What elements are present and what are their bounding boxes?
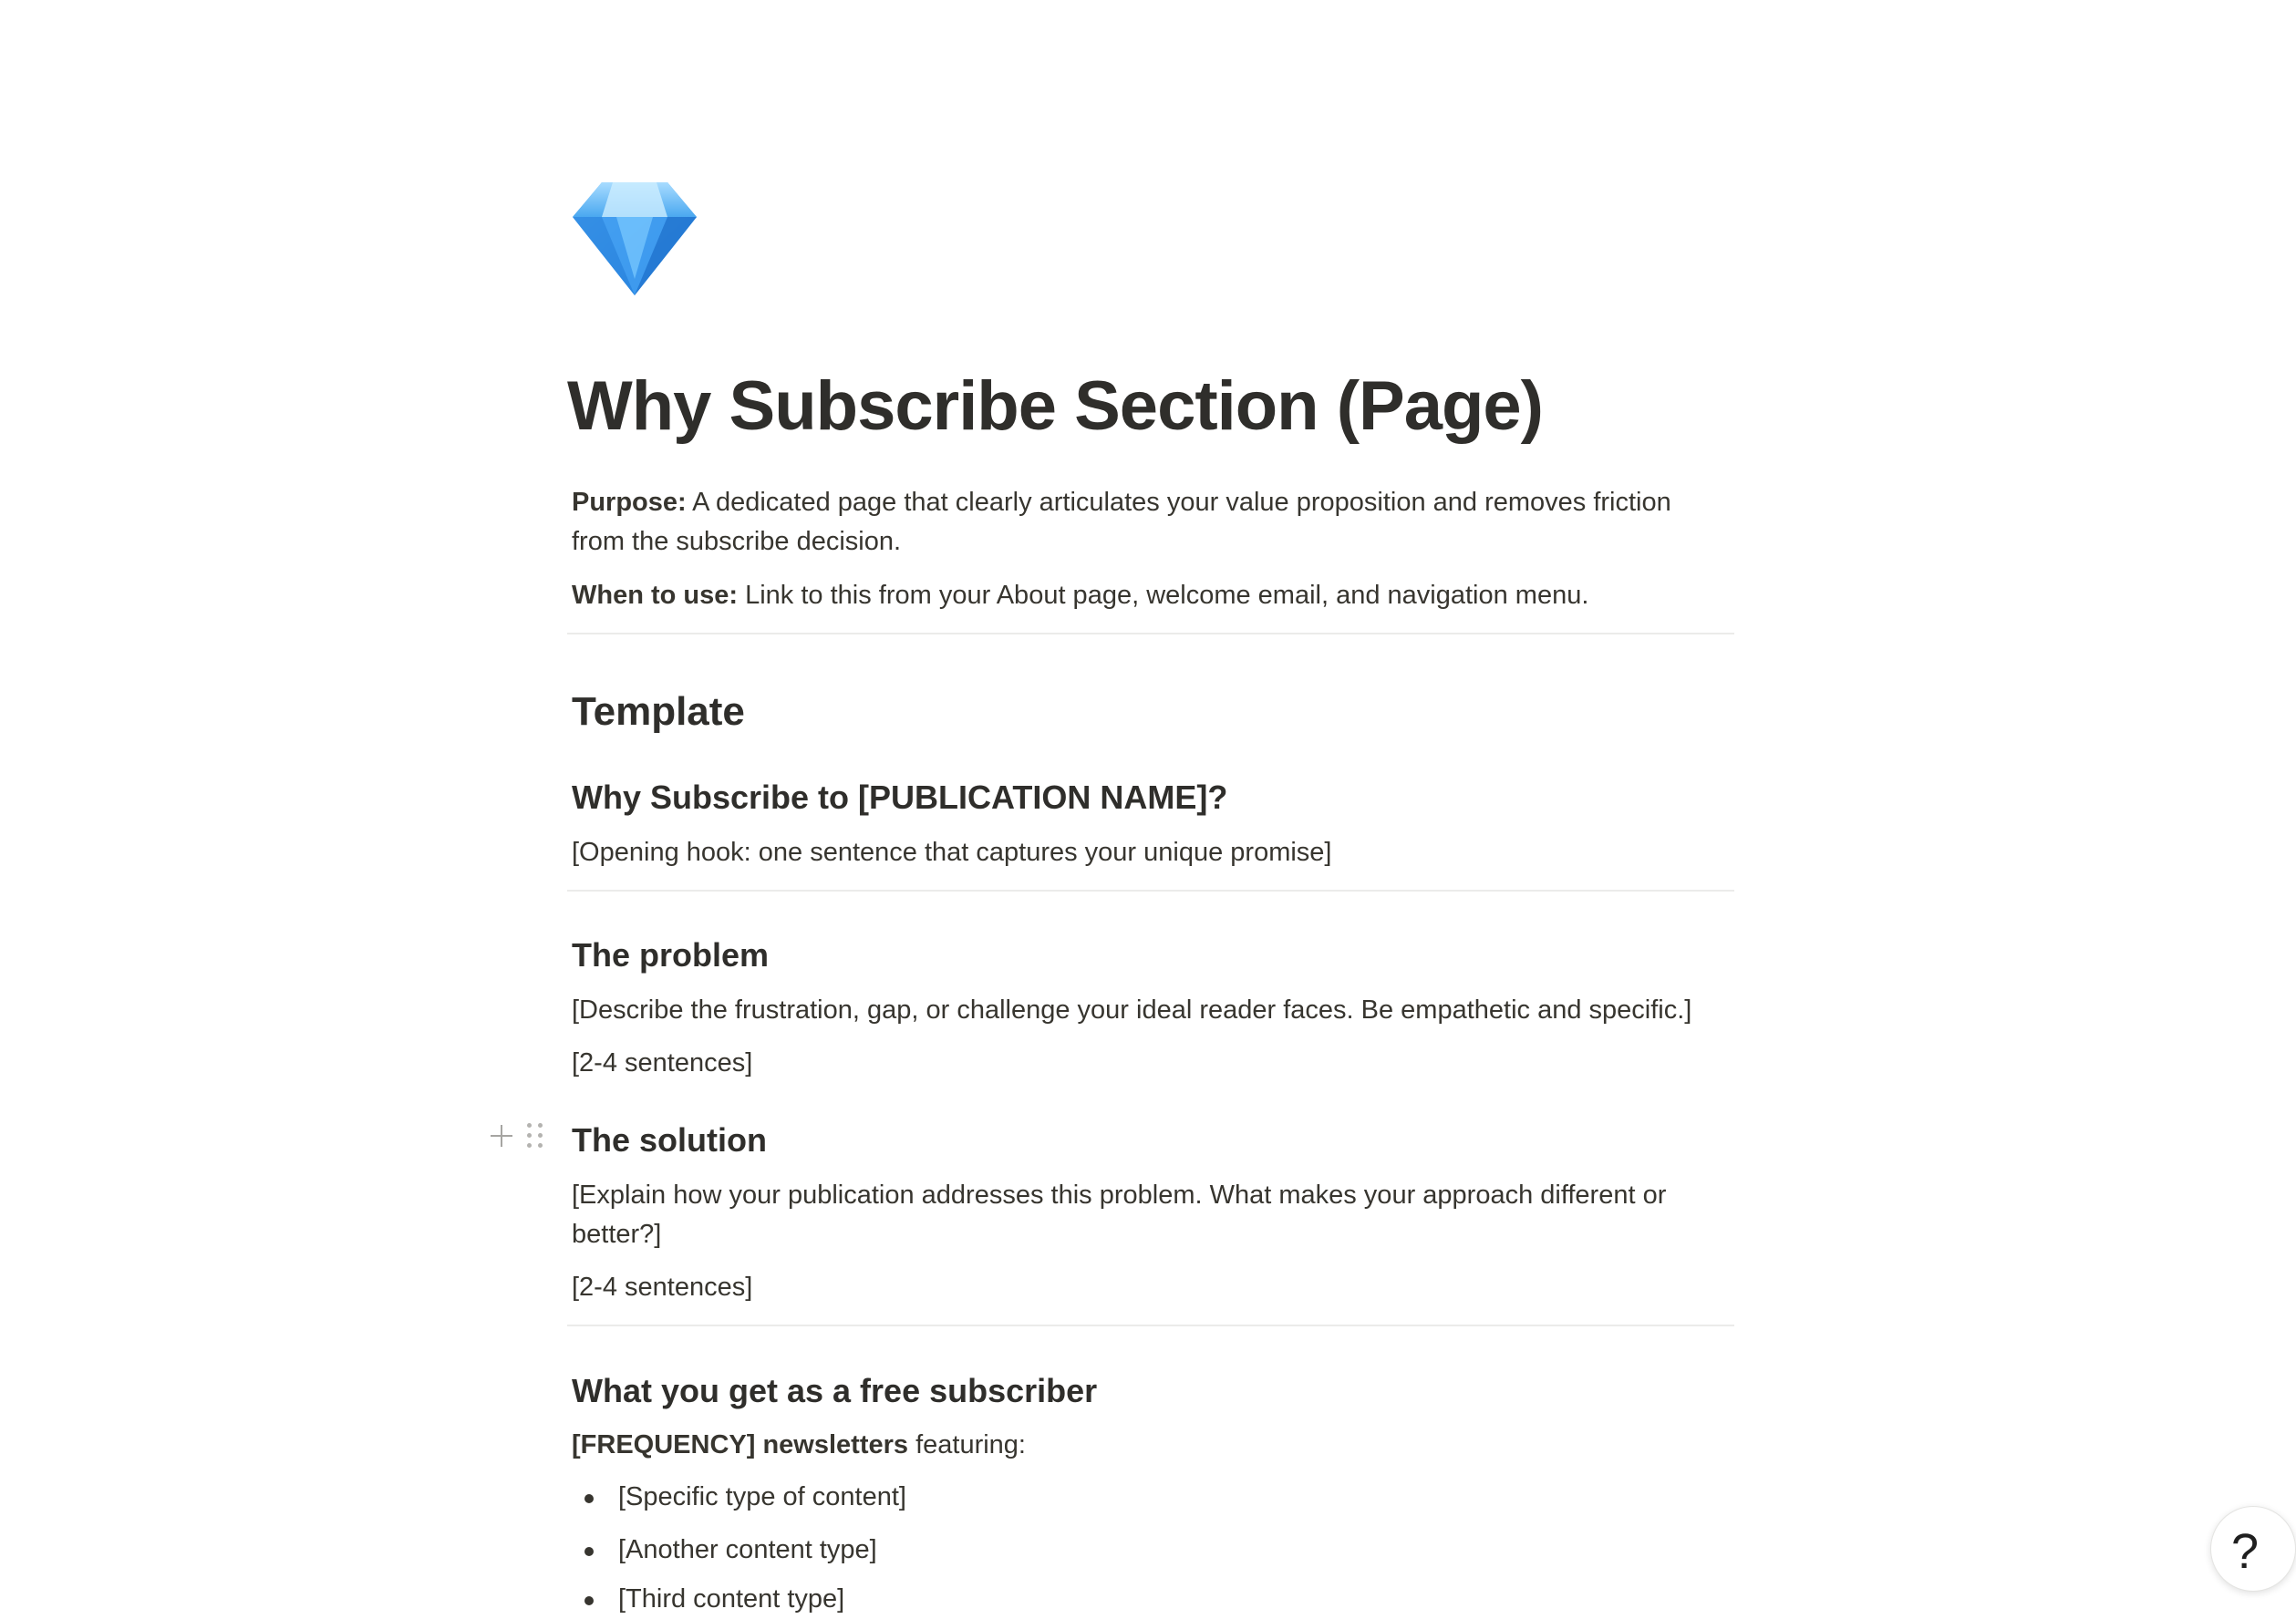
why-subscribe-heading[interactable]: Why Subscribe to [PUBLICATION NAME]? xyxy=(572,779,1228,816)
list-item-text: [Third content type] xyxy=(618,1584,845,1614)
when-to-use-text: Link to this from your About page, welcome email, and navigation menu. xyxy=(738,581,1589,610)
list-item[interactable] xyxy=(584,1478,906,1517)
help-button[interactable] xyxy=(2210,1506,2296,1592)
problem-length-text[interactable]: [2-4 sentences] xyxy=(572,1048,753,1078)
help-icon: ? xyxy=(2231,1524,2260,1579)
solution-length-text[interactable]: [2-4 sentences] xyxy=(572,1273,753,1302)
when-to-use-paragraph[interactable] xyxy=(572,576,1730,615)
block-handle xyxy=(489,1123,543,1149)
list-item-text: [Another content type] xyxy=(618,1535,877,1564)
add-block-icon[interactable] xyxy=(489,1123,514,1149)
purpose-text: A dedicated page that clearly articulates your value proposition and removes friction from the subscribe decision. xyxy=(572,488,1671,556)
frequency-label: [FREQUENCY] newsletters xyxy=(572,1430,909,1459)
problem-heading[interactable]: The problem xyxy=(572,936,770,974)
frequency-paragraph[interactable] xyxy=(572,1426,1730,1465)
frequency-text: featuring: xyxy=(908,1430,1026,1459)
purpose-paragraph[interactable] xyxy=(572,483,1730,562)
purpose-label: Purpose: xyxy=(572,488,687,517)
divider xyxy=(567,633,1734,634)
list-item[interactable] xyxy=(584,1531,877,1570)
page-title[interactable]: Why Subscribe Section (Page) xyxy=(567,367,1543,445)
divider xyxy=(567,1325,1734,1326)
drag-handle-icon[interactable] xyxy=(527,1123,543,1149)
free-subscriber-heading[interactable]: What you get as a free subscriber xyxy=(572,1372,1098,1409)
solution-body-text[interactable]: [Explain how your publication addresses this problem. What makes your approach different or better?] xyxy=(572,1181,1667,1249)
problem-body-text[interactable]: [Describe the frustration, gap, or challenge your ideal reader faces. Be empathetic and specific.] xyxy=(572,995,1692,1025)
opening-hook-text[interactable]: [Opening hook: one sentence that captures your unique promise] xyxy=(572,838,1332,867)
list-item[interactable] xyxy=(584,1580,845,1619)
solution-heading[interactable]: The solution xyxy=(572,1121,767,1159)
divider xyxy=(567,890,1734,892)
when-to-use-label: When to use: xyxy=(572,581,739,610)
list-item-text: [Specific type of content] xyxy=(618,1482,906,1511)
template-heading[interactable]: Template xyxy=(572,689,745,734)
gem-stone-icon[interactable] xyxy=(569,179,700,299)
